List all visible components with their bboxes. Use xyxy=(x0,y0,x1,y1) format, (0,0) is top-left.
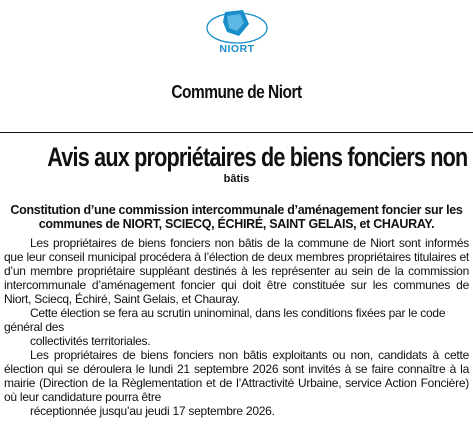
commune-name: Commune de Niort xyxy=(171,82,302,102)
niort-logo-icon xyxy=(203,6,271,46)
divider-rule xyxy=(0,132,473,133)
notice-title: Avis aux propriétaires de biens fonciers non xyxy=(47,142,468,172)
logo-text: NIORT xyxy=(219,43,255,55)
paragraph-information: Les propriétaires de biens fonciers non bâtis de la commune de Niort sont informés que leur conseil municipal procédera à l’élection de deux membres propriétaires titulaires et d’un membre propriétaire suppléant destinés à les représenter au sein de la commission intercommunale d’aménagement foncier qui doit être constituée sur les communes de Niort, Sciecq, Échiré, Saint Gelais, et Chauray. xyxy=(4,236,469,306)
notice-body xyxy=(4,236,469,418)
niort-logo xyxy=(203,6,271,64)
paragraph-election-continuation: collectivités territoriales. xyxy=(30,334,151,348)
notice-subtitle: Constitution d’une commission intercommunale d’aménagement foncier sur les communes de NIORT, SCIECQ, ÉCHIRÉ, SAINT GELAIS, et CHAURAY. xyxy=(10,203,463,231)
paragraph-deadline: réceptionnée jusqu’au jeudi 17 septembre 2026. xyxy=(30,404,275,418)
paragraph-candidates: Les propriétaires de biens fonciers non bâtis exploitants ou non, candidats à cette élection qui se déroulera le lundi 21 septembre 2026 sont invités à se faire connaître à la mairie (Direction de la Règlementation et de l’Attractivité Urbaine, service Action Foncière) où leur candidature pourra être xyxy=(4,348,469,404)
paragraph-election: Cette élection se fera au scrutin uninominal, dans les conditions fixées par le code général des xyxy=(4,306,446,334)
notice-title-continuation: bâtis xyxy=(223,173,250,185)
